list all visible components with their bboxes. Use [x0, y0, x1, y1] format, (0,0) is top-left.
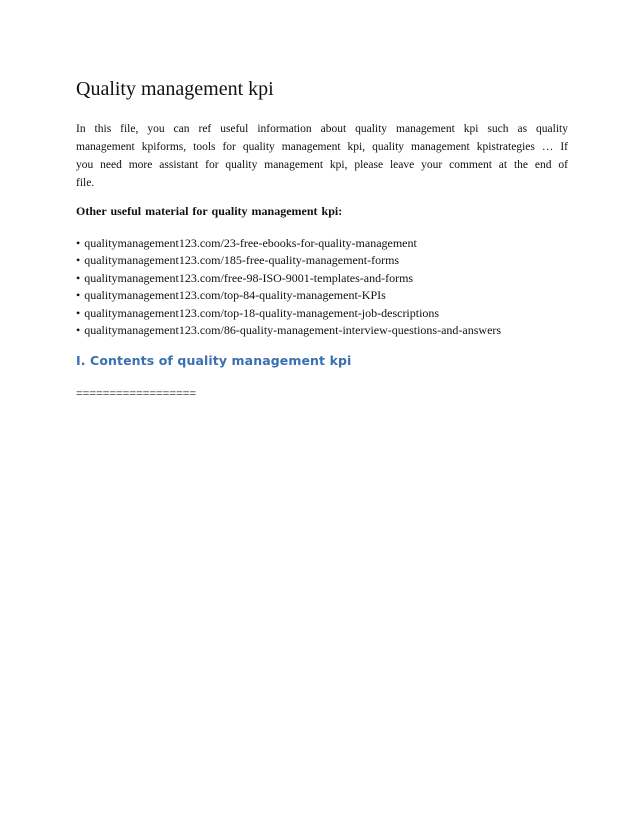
separator-line: ================== — [76, 386, 197, 400]
bullet-icon: • — [76, 253, 81, 268]
resource-link[interactable]: qualitymanagement123.com/185-free-quality-management-forms — [84, 253, 400, 268]
intro-line: management kpiforms, tools for quality management kpi, quality management kpistrategies … If — [76, 141, 568, 153]
resource-link[interactable]: qualitymanagement123.com/top-84-quality-management-KPIs — [84, 288, 386, 303]
list-item — [76, 305, 501, 322]
intro-line: you need more assistant for quality management kpi, please leave your comment at the end of — [76, 159, 568, 171]
list-item — [76, 322, 501, 339]
list-item — [76, 287, 501, 304]
intro-line: In this file, you can ref useful information about quality management kpi such as quality — [76, 123, 568, 135]
resource-link[interactable]: qualitymanagement123.com/free-98-ISO-9001-templates-and-forms — [84, 270, 414, 285]
list-item — [76, 252, 501, 269]
section-heading: I. Contents of quality management kpi — [76, 353, 352, 368]
intro-line: file. — [76, 177, 95, 189]
list-item — [76, 270, 501, 287]
resource-link[interactable]: qualitymanagement123.com/86-quality-management-interview-questions-and-answers — [84, 323, 502, 338]
resource-link[interactable]: qualitymanagement123.com/top-18-quality-management-job-descriptions — [84, 305, 440, 320]
intro-paragraph — [76, 120, 568, 192]
link-list — [76, 235, 501, 339]
other-material-heading: Other useful material for quality management kpi: — [76, 204, 343, 218]
bullet-icon: • — [76, 270, 81, 285]
bullet-icon: • — [76, 288, 81, 303]
bullet-icon: • — [76, 323, 81, 338]
resource-link[interactable]: qualitymanagement123.com/23-free-ebooks-for-quality-management — [84, 236, 417, 250]
list-item — [76, 235, 501, 252]
bullet-icon: • — [76, 236, 81, 250]
page-title: Quality management kpi — [76, 78, 274, 100]
bullet-icon: • — [76, 305, 81, 320]
